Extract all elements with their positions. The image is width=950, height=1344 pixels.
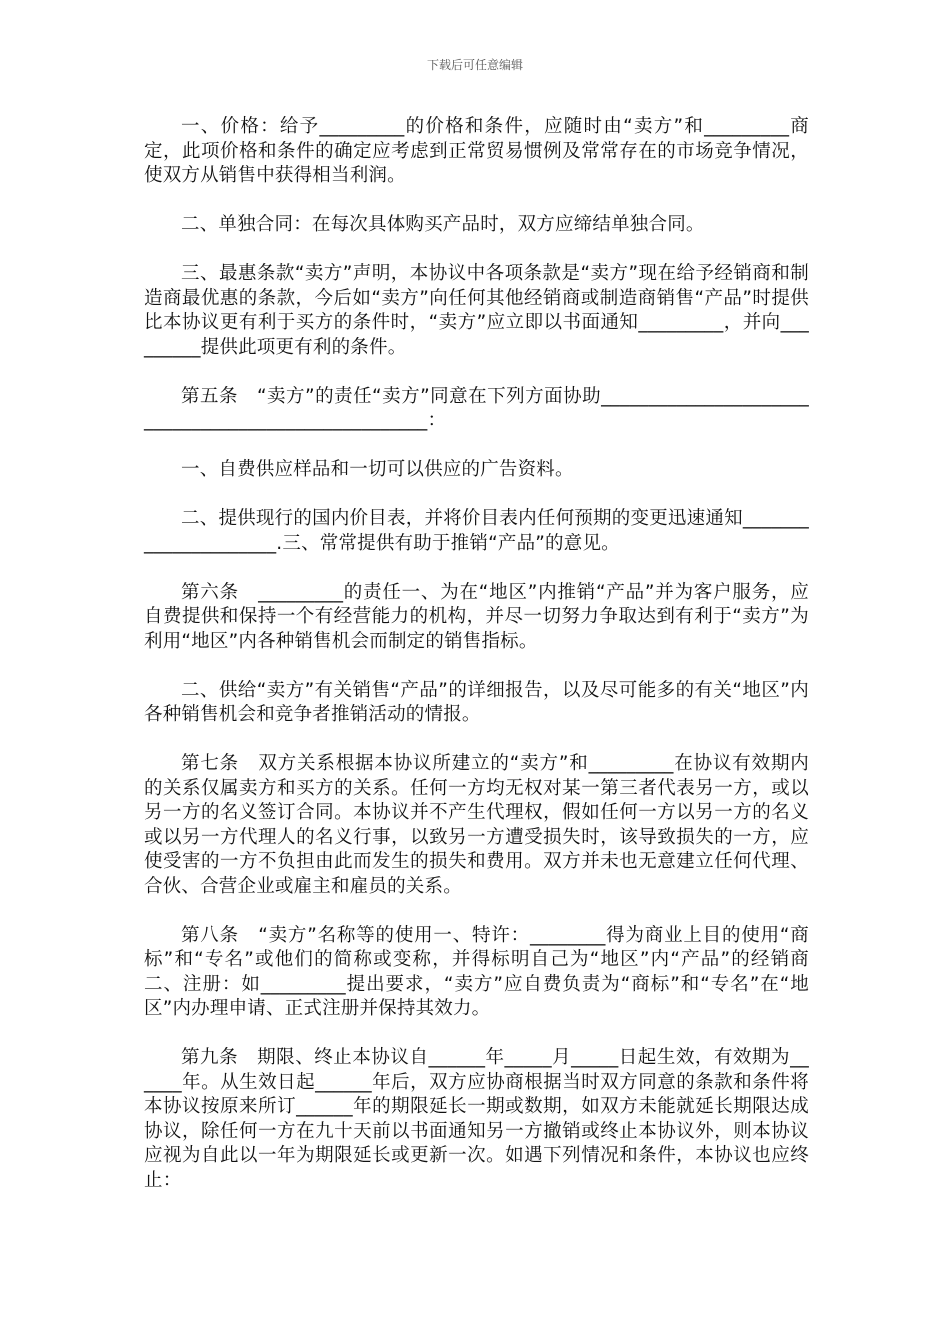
article-7-relationship: 第七条 双方关系根据本协议所建立的“卖方”和_________在协议有效期内的关系仅属卖方和买方的关系。任何一方均无权对某一第三者代表另一方，或以另一方的名义签订合同。本协议并不产生代理权，假如任何一方以另一方的名义或以另一方代理人的名义行事，以致另一方遭受损失时，该导致损失的一方，应使受害的一方不负担由此而发生的损失和费用。双方并未也无意建立任何代理、合伙、合营企业或雇主和雇员的关系。 xyxy=(144,753,809,897)
article-5-item-1: 一、自费供应样品和一切可以供应的广告资料。 xyxy=(181,459,574,480)
article-6-distributor-duty: 第六条 _________的责任一、为在“地区”内推销“产品”并为客户服务，应自费提供和保持一个有经营能力的机构，并尽一切努力争取达到有利于“卖方”为利用“地区”内各种销售机会而制定的销售指标。 xyxy=(144,581,809,652)
article-8-name-usage: 第八条 “卖方”名称等的使用一、特许：________得为商业上目的使用“商标”和“专名”或他们的简称或变称，并得标明自己为“地区”内“产品”的经销商二、注册：如_________提出要求，“卖方”应自费负责为“商标”和“专名”在“地区”内办理申请、正式注册并保持其效力。 xyxy=(144,924,809,1019)
document-body xyxy=(144,115,809,1218)
clause-separate-contract: 二、单独合同：在每次具体购买产品时，双方应缔结单独合同。 xyxy=(181,214,705,235)
article-5-item-2: 二、提供现行的国内价目表，并将价目表内任何预期的变更迅速通知_____________________.三、常常提供有助于推销“产品”的意见。 xyxy=(144,508,809,554)
clause-price: 一、价格：给予_________的价格和条件，应随时由“卖方”和_________商定，此项价格和条件的确定应考虑到正常贸易惯例及常常存在的市场竞争情况，使双方从销售中获得相当利润。 xyxy=(144,116,809,186)
clause-most-favored: 三、最惠条款“卖方”声明，本协议中各项条款是“卖方”现在给予经销商和制造商最优惠的条款，今后如“卖方”向任何其他经销商或制造商销售“产品”时提供比本协议更有利于买方的条件时，“卖方”应立即以书面通知_________，并向_________提供此项更有利的条件。 xyxy=(144,263,809,358)
article-6-item-2: 二、供给“卖方”有关销售“产品”的详细报告，以及尽可能多的有关“地区”内各种销售机会和竞争者推销活动的情报。 xyxy=(144,679,809,725)
article-5-seller-duty: 第五条 “卖方”的责任“卖方”同意在下列方面协助____________________________________________________： xyxy=(144,385,809,431)
article-9-term: 第九条 期限、终止本协议自______年_____月_____日起生效，有效期为______年。从生效日起______年后，双方应协商根据当时双方同意的条款和条件将本协议按原来所订______年的期限延长一期或数期，如双方未能就延长期限达成协议，除任何一方在九十天前以书面通知另一方撤销或终止本协议外，则本协议应视为自此以一年为期限延长或更新一次。如遇下列情况和条件，本协议也应终止： xyxy=(144,1047,809,1191)
page-header-note: 下载后可任意编辑 xyxy=(426,58,523,72)
